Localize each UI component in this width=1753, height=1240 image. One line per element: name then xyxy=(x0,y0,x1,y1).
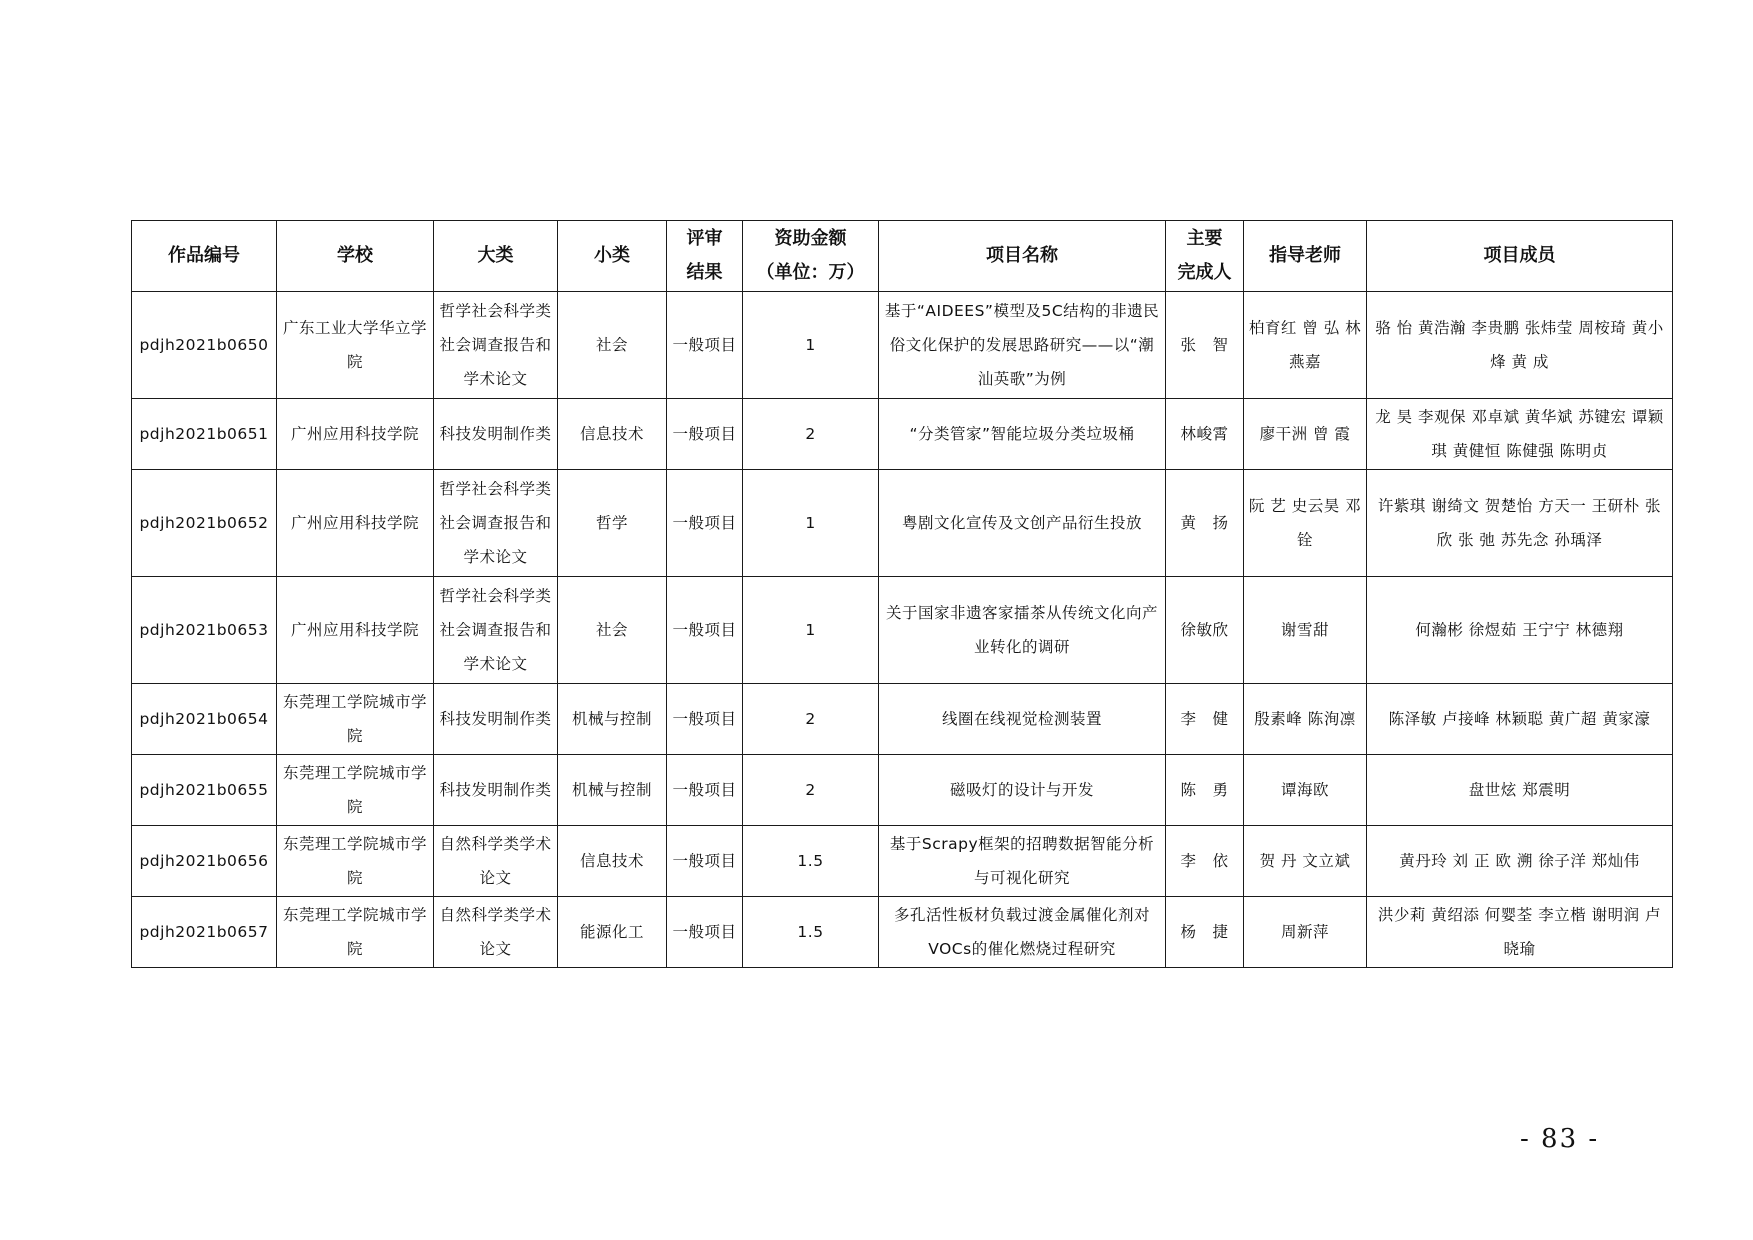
header-category: 大类 xyxy=(434,221,558,292)
header-funding: 资助金额 （单位：万） xyxy=(743,221,879,292)
cell-school: 东莞理工学院城市学院 xyxy=(277,684,434,755)
cell-advisor: 贺 丹 文立斌 xyxy=(1244,826,1367,897)
cell-lead: 李 健 xyxy=(1166,684,1244,755)
cell-subcategory: 社会 xyxy=(558,577,667,684)
cell-funding: 2 xyxy=(743,399,879,470)
cell-funding: 2 xyxy=(743,684,879,755)
cell-project-name: 磁吸灯的设计与开发 xyxy=(879,755,1166,826)
cell-lead: 李 依 xyxy=(1166,826,1244,897)
cell-id: pdjh2021b0651 xyxy=(132,399,277,470)
cell-subcategory: 能源化工 xyxy=(558,897,667,968)
cell-project-name: 基于Scrapy框架的招聘数据智能分析与可视化研究 xyxy=(879,826,1166,897)
cell-lead: 徐敏欣 xyxy=(1166,577,1244,684)
cell-category: 科技发明制作类 xyxy=(434,684,558,755)
table-header-row xyxy=(132,221,1673,292)
cell-funding: 1 xyxy=(743,470,879,577)
cell-result: 一般项目 xyxy=(667,755,743,826)
cell-category: 科技发明制作类 xyxy=(434,755,558,826)
cell-project-name: 基于“AIDEES”模型及5C结构的非遗民俗文化保护的发展思路研究——以“潮汕英歌”为例 xyxy=(879,292,1166,399)
cell-lead: 陈 勇 xyxy=(1166,755,1244,826)
cell-result: 一般项目 xyxy=(667,897,743,968)
cell-category: 科技发明制作类 xyxy=(434,399,558,470)
cell-id: pdjh2021b0653 xyxy=(132,577,277,684)
cell-result: 一般项目 xyxy=(667,292,743,399)
cell-id: pdjh2021b0652 xyxy=(132,470,277,577)
header-subcategory: 小类 xyxy=(558,221,667,292)
header-school: 学校 xyxy=(277,221,434,292)
cell-school: 东莞理工学院城市学院 xyxy=(277,826,434,897)
header-id: 作品编号 xyxy=(132,221,277,292)
cell-subcategory: 机械与控制 xyxy=(558,684,667,755)
cell-category: 自然科学类学术论文 xyxy=(434,897,558,968)
table-row xyxy=(132,577,1673,684)
header-members: 项目成员 xyxy=(1367,221,1673,292)
cell-members: 陈泽敏 卢接峰 林颖聪 黄广超 黄家濠 xyxy=(1367,684,1673,755)
cell-id: pdjh2021b0656 xyxy=(132,826,277,897)
cell-advisor: 谢雪甜 xyxy=(1244,577,1367,684)
cell-id: pdjh2021b0650 xyxy=(132,292,277,399)
cell-funding: 1 xyxy=(743,577,879,684)
cell-project-name: 粤剧文化宣传及文创产品衍生投放 xyxy=(879,470,1166,577)
cell-advisor: 阮 艺 史云昊 邓 铨 xyxy=(1244,470,1367,577)
cell-result: 一般项目 xyxy=(667,826,743,897)
header-advisor: 指导老师 xyxy=(1244,221,1367,292)
cell-result: 一般项目 xyxy=(667,577,743,684)
cell-subcategory: 信息技术 xyxy=(558,826,667,897)
cell-result: 一般项目 xyxy=(667,399,743,470)
cell-members: 盘世炫 郑震明 xyxy=(1367,755,1673,826)
cell-members: 黄丹玲 刘 正 欧 溯 徐子洋 郑灿伟 xyxy=(1367,826,1673,897)
cell-advisor: 柏育红 曾 弘 林燕嘉 xyxy=(1244,292,1367,399)
cell-advisor: 殷素峰 陈洵凛 xyxy=(1244,684,1367,755)
cell-project-name: 线圈在线视觉检测装置 xyxy=(879,684,1166,755)
cell-funding: 2 xyxy=(743,755,879,826)
cell-funding: 1 xyxy=(743,292,879,399)
cell-project-name: “分类管家”智能垃圾分类垃圾桶 xyxy=(879,399,1166,470)
table-row xyxy=(132,684,1673,755)
cell-members: 洪少莉 黄绍添 何婴荃 李立楷 谢明润 卢晓瑜 xyxy=(1367,897,1673,968)
cell-lead: 张 智 xyxy=(1166,292,1244,399)
cell-advisor: 廖干洲 曾 霞 xyxy=(1244,399,1367,470)
cell-id: pdjh2021b0657 xyxy=(132,897,277,968)
cell-funding: 1.5 xyxy=(743,826,879,897)
page-number: - 83 - xyxy=(1520,1124,1600,1154)
cell-project-name: 关于国家非遗客家擂茶从传统文化向产业转化的调研 xyxy=(879,577,1166,684)
cell-lead: 杨 捷 xyxy=(1166,897,1244,968)
cell-subcategory: 哲学 xyxy=(558,470,667,577)
cell-members: 龙 昊 李观保 邓卓斌 黄华斌 苏键宏 谭颖琪 黄健恒 陈健强 陈明贞 xyxy=(1367,399,1673,470)
cell-project-name: 多孔活性板材负载过渡金属催化剂对VOCs的催化燃烧过程研究 xyxy=(879,897,1166,968)
cell-advisor: 谭海欧 xyxy=(1244,755,1367,826)
cell-school: 广州应用科技学院 xyxy=(277,577,434,684)
cell-result: 一般项目 xyxy=(667,684,743,755)
cell-school: 东莞理工学院城市学院 xyxy=(277,755,434,826)
table-row xyxy=(132,755,1673,826)
table-row xyxy=(132,399,1673,470)
cell-members: 何瀚彬 徐煜茹 王宁宁 林德翔 xyxy=(1367,577,1673,684)
cell-category: 哲学社会科学类社会调查报告和学术论文 xyxy=(434,292,558,399)
cell-subcategory: 机械与控制 xyxy=(558,755,667,826)
cell-id: pdjh2021b0654 xyxy=(132,684,277,755)
cell-lead: 林峻霄 xyxy=(1166,399,1244,470)
cell-school: 广州应用科技学院 xyxy=(277,470,434,577)
cell-lead: 黄 扬 xyxy=(1166,470,1244,577)
cell-members: 许紫琪 谢绮文 贺楚怡 方天一 王研朴 张 欣 张 弛 苏先念 孙瑀泽 xyxy=(1367,470,1673,577)
table-row xyxy=(132,826,1673,897)
cell-school: 东莞理工学院城市学院 xyxy=(277,897,434,968)
header-project-name: 项目名称 xyxy=(879,221,1166,292)
cell-funding: 1.5 xyxy=(743,897,879,968)
header-result: 评审 结果 xyxy=(667,221,743,292)
cell-school: 广东工业大学华立学院 xyxy=(277,292,434,399)
header-lead: 主要 完成人 xyxy=(1166,221,1244,292)
table-row xyxy=(132,897,1673,968)
table-row xyxy=(132,470,1673,577)
projects-table xyxy=(131,220,1673,968)
table-row xyxy=(132,292,1673,399)
cell-category: 哲学社会科学类社会调查报告和学术论文 xyxy=(434,470,558,577)
cell-subcategory: 信息技术 xyxy=(558,399,667,470)
cell-subcategory: 社会 xyxy=(558,292,667,399)
cell-advisor: 周新萍 xyxy=(1244,897,1367,968)
cell-category: 自然科学类学术论文 xyxy=(434,826,558,897)
cell-category: 哲学社会科学类社会调查报告和学术论文 xyxy=(434,577,558,684)
cell-members: 骆 怡 黄浩瀚 李贵鹏 张炜莹 周桉琦 黄小烽 黄 成 xyxy=(1367,292,1673,399)
cell-id: pdjh2021b0655 xyxy=(132,755,277,826)
cell-school: 广州应用科技学院 xyxy=(277,399,434,470)
cell-result: 一般项目 xyxy=(667,470,743,577)
